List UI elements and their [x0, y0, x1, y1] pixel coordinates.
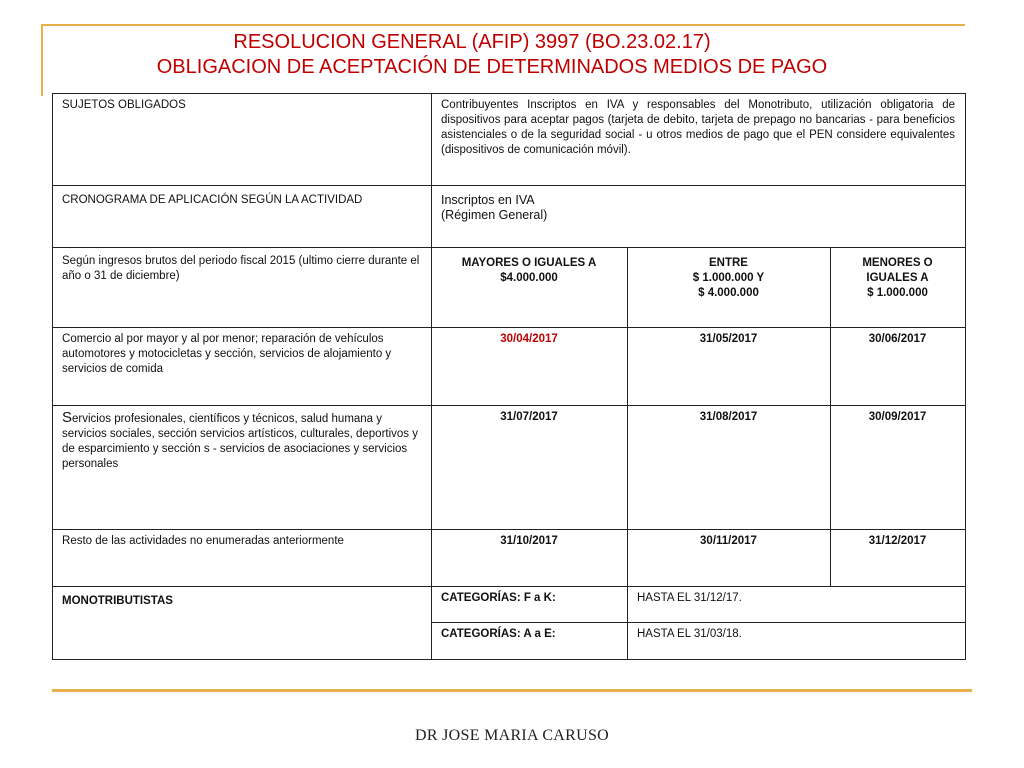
table-row	[53, 587, 966, 623]
date-cell: 31/07/2017	[432, 406, 628, 530]
bottom-accent-line	[52, 689, 972, 692]
monotributistas-label: MONOTRIBUTISTAS	[53, 587, 432, 660]
table-row	[53, 406, 966, 530]
col-header-line: $4.000.000	[500, 272, 558, 284]
col-header-line: $ 4.000.000	[698, 287, 759, 299]
ingresos-label: Según ingresos brutos del periodo fiscal 2015 (ultimo cierre durante el año o 31 de diciembre)	[53, 248, 432, 328]
categoria-hasta: HASTA EL 31/03/18.	[628, 623, 966, 660]
table-row	[53, 328, 966, 406]
inscriptos-cell	[432, 186, 966, 248]
inscriptos-line1: Inscriptos en IVA	[441, 193, 535, 207]
date-cell: 31/10/2017	[432, 530, 628, 587]
activity-comercio-label	[53, 328, 432, 406]
activity-label-text: esto de las actividades no enumeradas anteriormente	[70, 535, 344, 547]
schedule-table	[52, 93, 966, 660]
top-accent-line	[41, 24, 965, 26]
activity-label-text: omercio al por mayor y al por menor; reparación de vehículos automotores y motocicletas y sección, servicios de alojamiento y servicios de comida	[62, 333, 392, 375]
date-cell: 30/04/2017	[432, 328, 628, 406]
table-row	[53, 186, 966, 248]
activity-servicios-label	[53, 406, 432, 530]
date-cell: 30/09/2017	[831, 406, 966, 530]
activity-first-letter: C	[62, 333, 71, 345]
activity-resto-label	[53, 530, 432, 587]
date-cell: 31/08/2017	[628, 406, 831, 530]
col-header-line: ENTRE	[709, 257, 748, 269]
cronograma-label-text: CRONOGRAMA DE APLICACIÓN SEGÚN LA ACTIVIDAD	[62, 194, 363, 206]
categoria-hasta: HASTA EL 31/12/17.	[628, 587, 966, 623]
footer-author: DR JOSE MARIA CARUSO	[415, 727, 610, 744]
sujetos-label: SUJETOS OBLIGADOS	[53, 94, 432, 186]
col-header-line: $ 1.000.000 Y	[692, 272, 765, 284]
activity-first-letter: R	[62, 535, 71, 547]
activity-first-letter: S	[62, 409, 73, 426]
cronograma-label	[53, 186, 432, 248]
date-cell: 30/06/2017	[831, 328, 966, 406]
col-header-line: IGUALES A	[866, 272, 929, 284]
page-title-line2: OBLIGACION DE ACEPTACIÓN DE DETERMINADOS MEDIOS DE PAGO	[156, 56, 828, 78]
page-title-line1: RESOLUCION GENERAL (AFIP) 3997 (BO.23.02.17)	[233, 31, 711, 53]
table-row	[53, 530, 966, 587]
col-header-line: MAYORES O IGUALES A	[461, 257, 597, 269]
date-cell: 30/11/2017	[628, 530, 831, 587]
categoria-label: CATEGORÍAS: A a E:	[432, 623, 628, 660]
sujetos-text: Contribuyentes Inscriptos en IVA y responsables del Monotributo, utilización obligatoria de dispositivos para aceptar pagos (tarjeta de debito, tarjeta de prepago no bancarias - para beneficios asistenciales o de la seguridad social - u otros medios de pago que el PEN considere equivalentes (dispositivos de comunicación móvil).	[432, 94, 966, 186]
activity-label-text: ervicios profesionales, científicos y técnicos, salud humana y servicios sociales, sección servicios artísticos, culturales, deportivos y de esparcimiento y sección s - servicios de asociaciones y servicios personales	[62, 413, 418, 470]
date-cell: 31/12/2017	[831, 530, 966, 587]
date-cell: 31/05/2017	[628, 328, 831, 406]
col-header-menores	[831, 248, 966, 328]
col-header-line: $ 1.000.000	[867, 287, 928, 299]
inscriptos-line2: (Régimen General)	[441, 208, 548, 222]
categoria-label: CATEGORÍAS: F a K:	[432, 587, 628, 623]
table-row	[53, 94, 966, 186]
table-row	[53, 248, 966, 328]
col-header-mayores	[432, 248, 628, 328]
col-header-entre	[628, 248, 831, 328]
col-header-line: MENORES O	[862, 257, 933, 269]
